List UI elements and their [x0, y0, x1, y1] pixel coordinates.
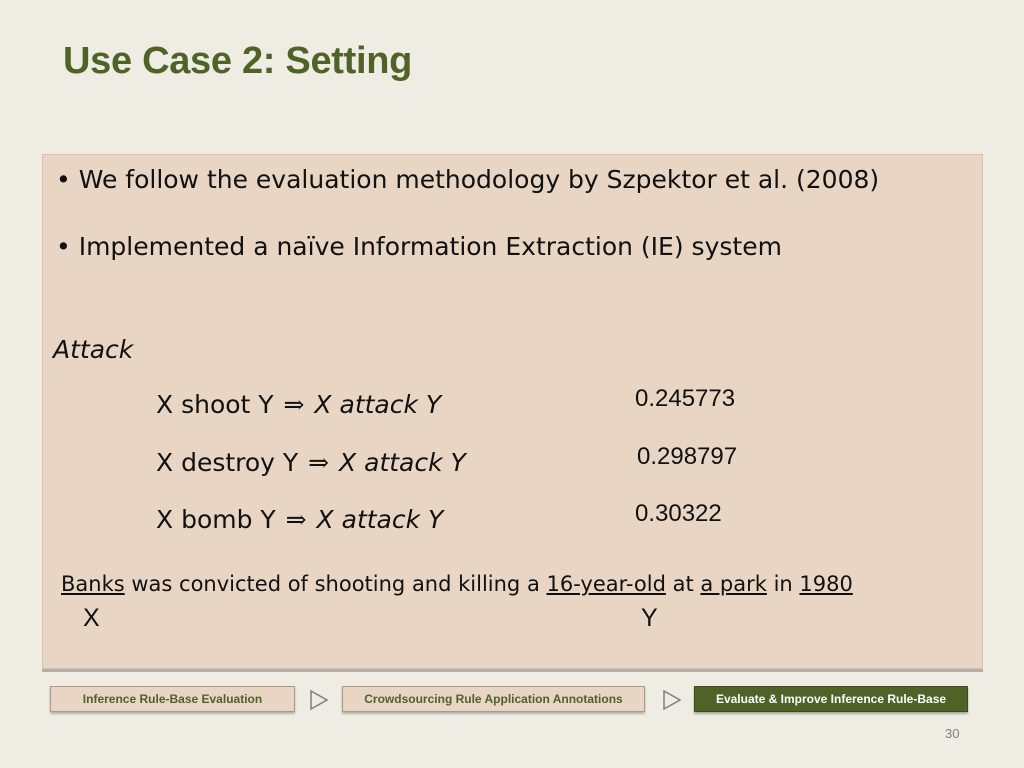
implies-icon: ⇒ [283, 390, 305, 419]
process-step-rule-evaluation: Inference Rule-Base Evaluation [50, 686, 295, 712]
sentence-text: was convicted of shooting and killing a [124, 572, 547, 596]
content-panel [42, 154, 983, 669]
inference-rule [156, 448, 466, 477]
bullet-item: • We follow the evaluation methodology by Szpektor et al. (2008) [56, 165, 880, 194]
rule-lhs: X destroy Y [156, 448, 299, 477]
triangle-right-icon [661, 689, 683, 711]
example-sentence [61, 572, 853, 596]
rule-rhs: X attack Y [316, 505, 444, 534]
underlined-word: a park [700, 572, 767, 596]
variable-x-label: X [83, 604, 100, 632]
process-step-evaluate-improve: Evaluate & Improve Inference Rule-Base [694, 686, 968, 712]
variable-y-label: Y [641, 604, 658, 632]
inference-rule [156, 390, 441, 419]
process-step-crowdsourcing: Crowdsourcing Rule Application Annotations [342, 686, 645, 712]
rule-rhs: X attack Y [339, 448, 466, 477]
rule-score: 0.245773 [635, 385, 736, 412]
rule-rhs: X attack Y [314, 390, 442, 419]
bullet-item: • Implemented a naïve Information Extraction (IE) system [56, 232, 782, 261]
rule-score: 0.298797 [637, 443, 738, 470]
sentence-text: in [766, 572, 800, 596]
triangle-right-icon [308, 689, 330, 711]
rule-lhs: X shoot Y [156, 390, 274, 419]
page-number: 30 [945, 726, 960, 741]
inference-rule [156, 505, 443, 534]
implies-icon: ⇒ [308, 448, 330, 477]
target-relation-label: Attack [53, 335, 134, 364]
sentence-text: at [665, 572, 701, 596]
rule-score: 0.30322 [635, 500, 722, 527]
rule-lhs: X bomb Y [156, 505, 276, 534]
slide-title: Use Case 2: Setting [63, 40, 413, 82]
argument-x-word: Banks [61, 572, 125, 596]
underlined-word: 16-year-old [546, 572, 666, 596]
underlined-word: 1980 [799, 572, 853, 596]
implies-icon: ⇒ [285, 505, 307, 534]
